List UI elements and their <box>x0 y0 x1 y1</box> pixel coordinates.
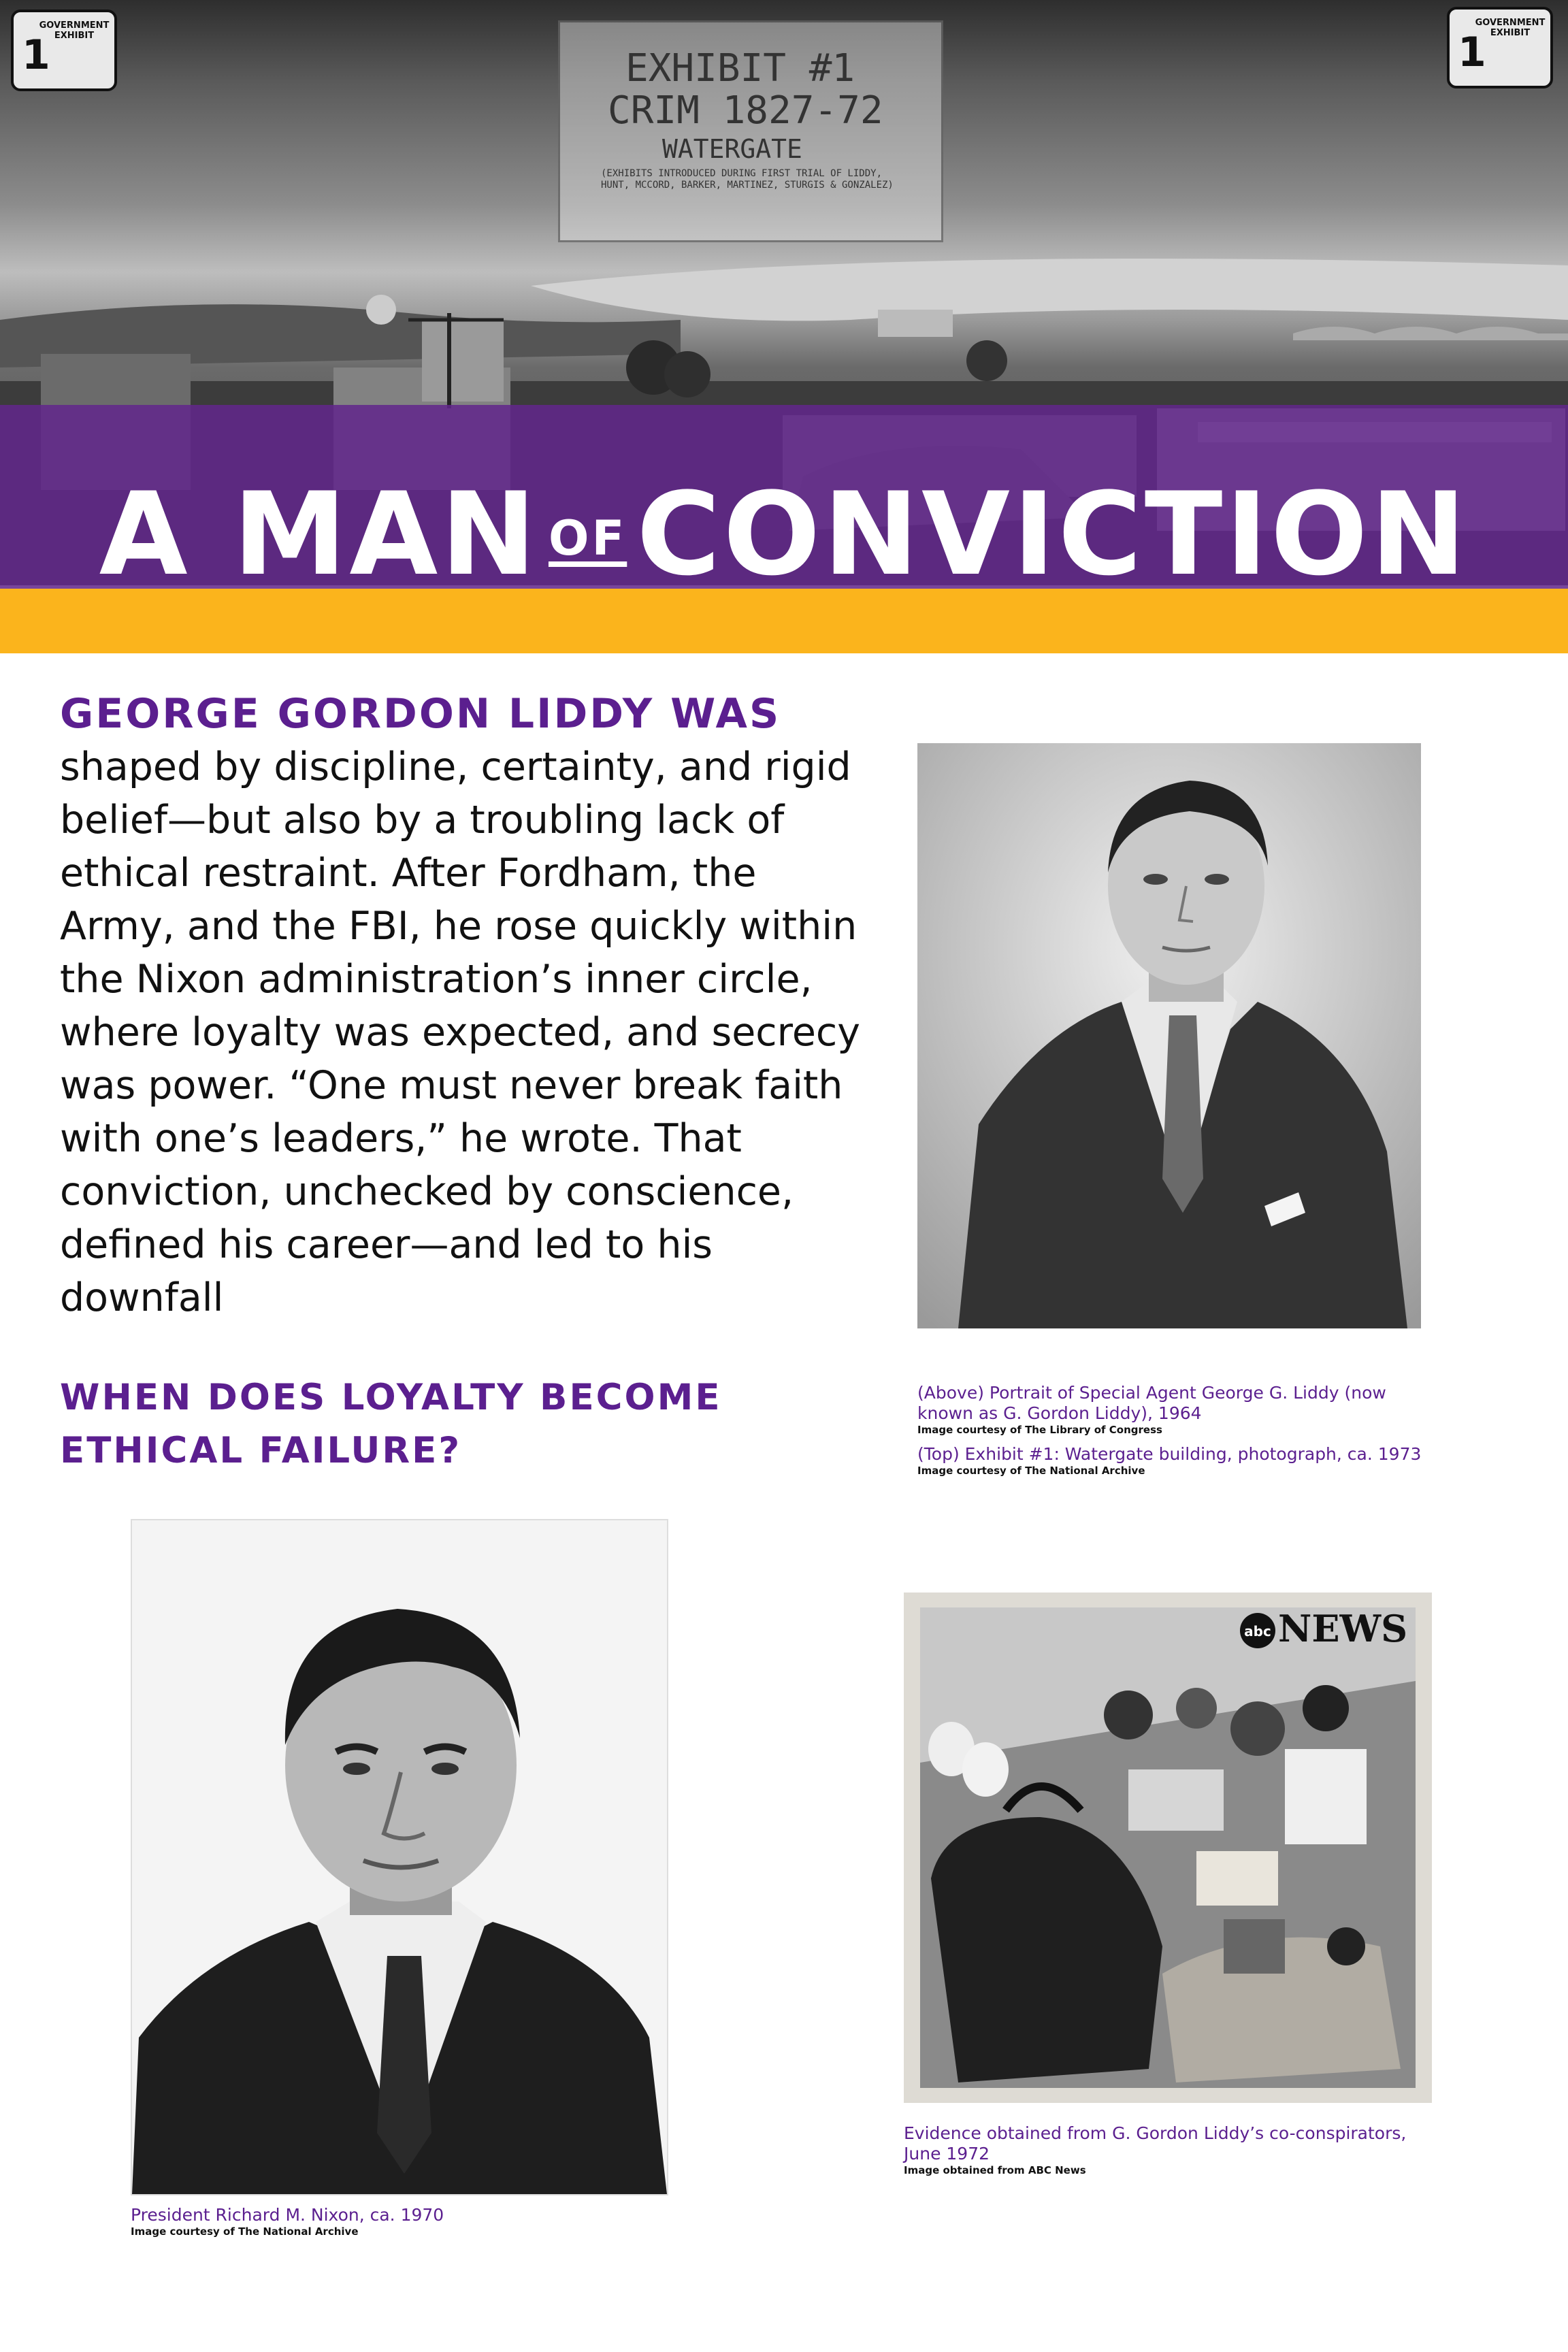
exhibit-card-line3: WATERGATE <box>662 134 802 164</box>
lead-paragraph <box>60 687 877 1324</box>
nixon-portrait-photo <box>131 1519 668 2195</box>
exhibit-card-line1: EXHIBIT #1 <box>625 46 855 91</box>
watergate-photo-credit: Image courtesy of The National Archive <box>917 1465 1145 1477</box>
discussion-question: WHEN DOES LOYALTY BECOME ETHICAL FAILURE? <box>60 1377 722 1471</box>
liddy-caption: (Above) Portrait of Special Agent George G. Liddy (now known as G. Gordon Liddy), 1964 <box>917 1383 1386 1423</box>
stamp-label: GOVERNMENT EXHIBIT <box>1475 18 1546 38</box>
nixon-caption-block <box>131 2205 675 2238</box>
page-title <box>0 468 1568 601</box>
exhibit-card-line4: (EXHIBITS INTRODUCED DURING FIRST TRIAL OF LIDDY, HUNT, MCCORD, BARKER, MARTINEZ, STURGIS & GONZALEZ) <box>601 168 894 191</box>
title-of: OF <box>548 510 627 566</box>
lead-body: shaped by discipline, certainty, and rigid belief—but also by a troubling lack of ethical restraint. After Fordham, the Army, and the FBI, he rose quickly within the Nixon administration’s inner circle, where loyalty was expected, and secrecy was power. “One must never break faith with one’s leaders,” he wrote. That conviction, unchecked by conscience, defined his career—and led to his downfall <box>60 745 860 1320</box>
evidence-credit: Image obtained from ABC News <box>904 2164 1086 2176</box>
liddy-credit: Image courtesy of The Library of Congress <box>917 1424 1162 1436</box>
abc-logo-badge: abc <box>1244 1623 1271 1639</box>
title-part2: CONVICTION <box>636 468 1469 601</box>
stamp-number: 1 <box>1458 29 1486 76</box>
title-part1: A MAN <box>99 468 539 601</box>
evidence-photo <box>904 1592 1432 2103</box>
lead-heading: GEORGE GORDON LIDDY WAS <box>60 690 781 738</box>
evidence-caption: Evidence obtained from G. Gordon Liddy’s co-conspirators, June 1972 <box>904 2123 1407 2163</box>
nixon-credit: Image courtesy of The National Archive <box>131 2225 359 2238</box>
evidence-caption-block <box>904 2123 1448 2176</box>
watergate-photo-caption: (Top) Exhibit #1: Watergate building, photograph, ca. 1973 <box>917 1444 1422 1464</box>
stamp-label: GOVERNMENT EXHIBIT <box>39 20 110 41</box>
header-banner <box>0 0 1568 653</box>
exhibit-card-line2: CRIM 1827-72 <box>608 88 883 133</box>
news-logo-text: NEWS <box>1278 1607 1408 1650</box>
government-exhibit-stamp-right <box>1447 7 1553 88</box>
government-exhibit-stamp-left <box>11 10 117 91</box>
exhibit-card <box>558 20 943 242</box>
nixon-caption: President Richard M. Nixon, ca. 1970 <box>131 2205 444 2225</box>
stamp-number: 1 <box>22 31 50 79</box>
liddy-caption-block <box>917 1383 1435 1477</box>
liddy-portrait-photo <box>917 743 1421 1328</box>
